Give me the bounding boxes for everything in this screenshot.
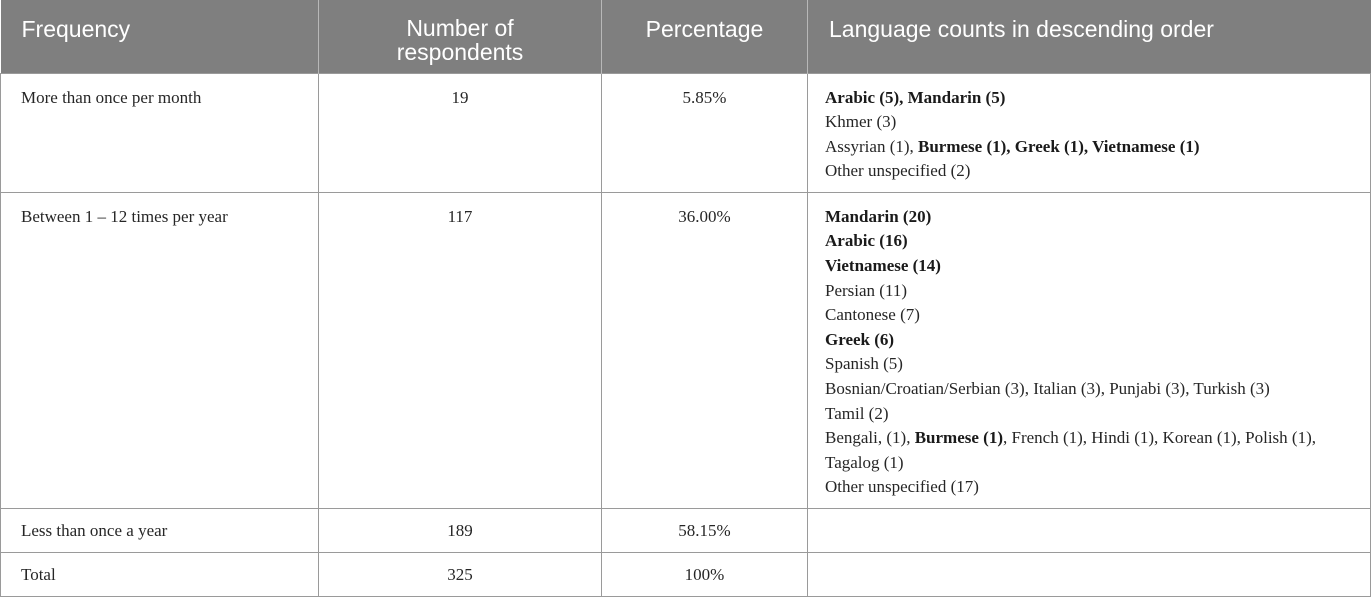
header-percentage: Percentage [602, 0, 808, 73]
language-line [825, 254, 1362, 279]
cell-frequency: Between 1 – 12 times per year [1, 192, 319, 508]
cell-languages-empty [808, 552, 1371, 596]
header-respondents-line1: Number of [406, 15, 514, 41]
language-bold: Greek (6) [825, 329, 895, 349]
table-row [1, 509, 1371, 553]
cell-languages [808, 192, 1371, 508]
table-row [1, 192, 1371, 508]
language-line: Tamil (2) [825, 403, 889, 423]
table-row [1, 73, 1371, 192]
language-line: Cantonese (7) [825, 305, 920, 325]
language-line: Persian (11) [825, 280, 907, 300]
language-line [825, 135, 1362, 160]
cell-frequency: Total [1, 552, 319, 596]
language-line [825, 205, 1362, 230]
cell-percentage: 36.00% [602, 192, 808, 508]
language-plain: Bengali, (1), [825, 428, 915, 448]
language-line: Other unspecified (2) [825, 161, 971, 181]
table-header [1, 0, 1371, 73]
language-bold: Mandarin (20) [825, 206, 932, 226]
cell-frequency: Less than once a year [1, 509, 319, 553]
language-line: Other unspecified (17) [825, 477, 979, 497]
cell-percentage: 5.85% [602, 73, 808, 192]
language-line [825, 229, 1362, 254]
language-bold: Arabic (5), Mandarin (5) [825, 87, 1006, 107]
cell-languages-empty [808, 509, 1371, 553]
language-bold: Arabic (16) [825, 231, 908, 251]
language-bold: Vietnamese (14) [825, 256, 941, 276]
language-line: Spanish (5) [825, 354, 903, 374]
table-row-total [1, 552, 1371, 596]
header-respondents [319, 0, 602, 73]
language-line [825, 328, 1362, 353]
header-respondents-line2: respondents [396, 39, 524, 65]
language-bold: Burmese (1) [914, 428, 1003, 448]
language-bold: Burmese (1), Greek (1), Vietnamese (1) [918, 136, 1200, 156]
language-line: Bosnian/Croatian/Serbian (3), Italian (3), Punjabi (3), Turkish (3) [825, 379, 1270, 399]
cell-respondents: 189 [319, 509, 602, 553]
cell-percentage: 58.15% [602, 509, 808, 553]
cell-respondents: 325 [319, 552, 602, 596]
cell-respondents: 117 [319, 192, 602, 508]
table-body [1, 73, 1371, 596]
cell-respondents: 19 [319, 73, 602, 192]
cell-frequency: More than once per month [1, 73, 319, 192]
cell-languages [808, 73, 1371, 192]
language-plain: , French (1), Hindi (1), Korean (1), Polish (1), Tagalog (1) [825, 428, 1316, 472]
language-plain: Assyrian (1), [825, 136, 919, 156]
header-row [1, 0, 1371, 73]
language-line [825, 86, 1362, 111]
language-line: Khmer (3) [825, 112, 897, 132]
header-languages: Language counts in descending order [808, 0, 1371, 73]
language-line [825, 426, 1362, 475]
cell-percentage: 100% [602, 552, 808, 596]
header-frequency: Frequency [1, 0, 319, 73]
